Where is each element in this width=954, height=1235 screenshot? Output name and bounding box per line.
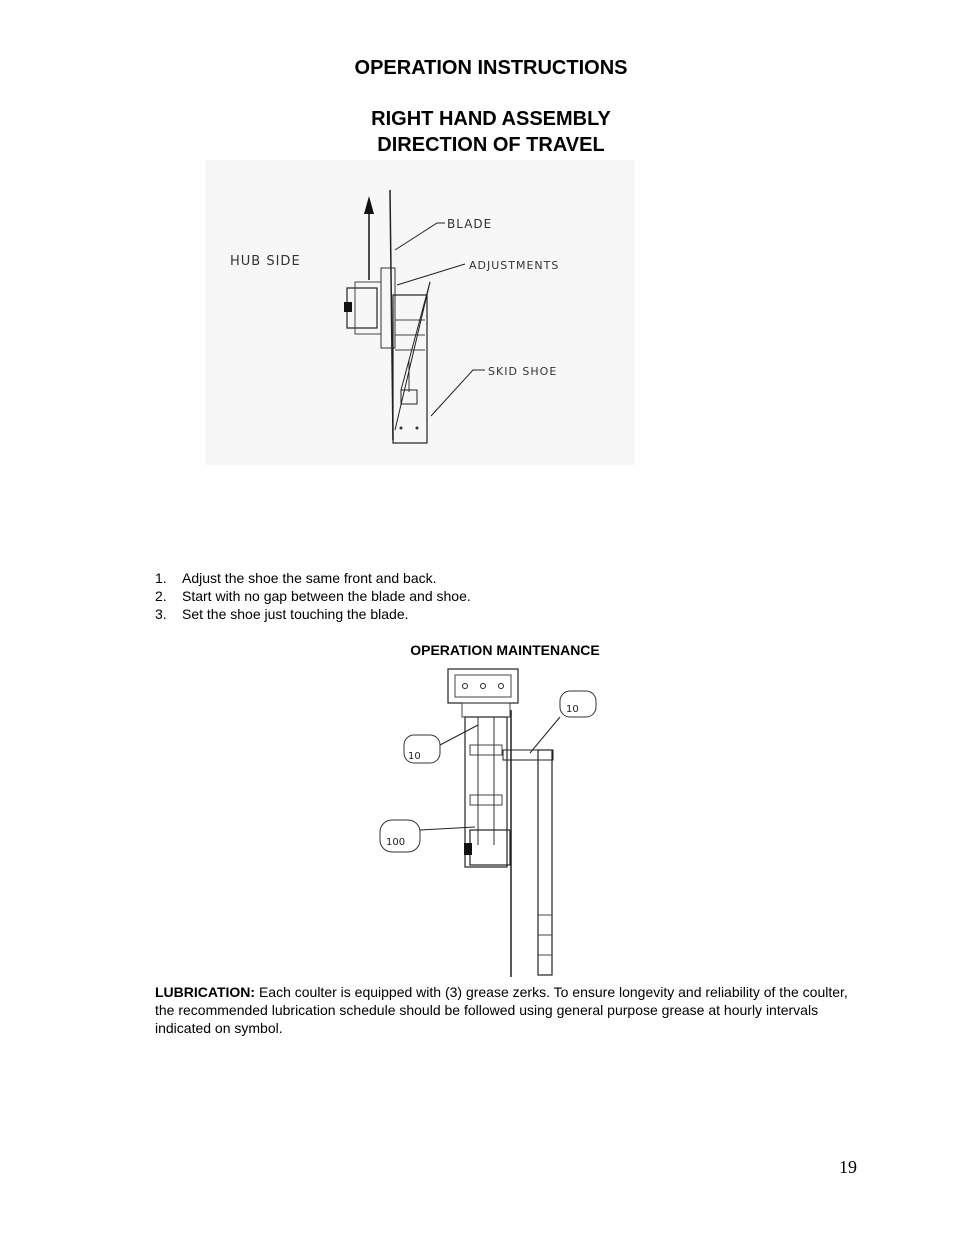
- svg-text:100: 100: [386, 837, 406, 848]
- grease-zerk: [464, 843, 472, 855]
- grease-symbol-100: [380, 820, 475, 852]
- skid-shoe-label: SKID SHOE: [488, 365, 558, 378]
- hub: [470, 830, 510, 865]
- lubrication-label: LUBRICATION:: [155, 984, 256, 1000]
- svg-text:10: 10: [408, 751, 421, 762]
- svg-text:10: 10: [566, 704, 579, 715]
- grease-symbol-10-left: [404, 725, 478, 763]
- skid-shoe: [538, 750, 552, 975]
- page-number: 19: [839, 1157, 857, 1177]
- maintenance-heading: OPERATION MAINTENANCE: [410, 642, 600, 658]
- step-item: 2. Start with no gap between the blade and shoe.: [155, 588, 471, 604]
- lubrication-paragraph: [155, 983, 855, 1037]
- page-title: OPERATION INSTRUCTIONS: [354, 57, 628, 79]
- lubrication-text: Each coulter is equipped with (3) grease zerks. To ensure longevity and reliability of the coulter, the recommended lubrication schedule should be followed using general purpose grease at hourly intervals indicated on symbol.: [155, 984, 848, 1036]
- section-subtitle: DIRECTION OF TRAVEL: [377, 134, 605, 156]
- grease-symbol-10-right: [530, 691, 596, 753]
- mounting-bracket: [448, 669, 518, 703]
- instruction-steps: [155, 569, 471, 623]
- right-hand-assembly-diagram: [205, 160, 635, 465]
- step-item: 3. Set the shoe just touching the blade.: [155, 606, 409, 622]
- step-item: 1. Adjust the shoe the same front and back.: [155, 570, 437, 586]
- grease-zerk: [344, 302, 352, 312]
- adjustments-label: ADJUSTMENTS: [469, 259, 560, 272]
- maintenance-diagram: [370, 665, 610, 985]
- hub-side-label: HUB SIDE: [230, 254, 301, 269]
- blade-label: BLADE: [447, 217, 493, 231]
- section-title: RIGHT HAND ASSEMBLY: [371, 108, 611, 130]
